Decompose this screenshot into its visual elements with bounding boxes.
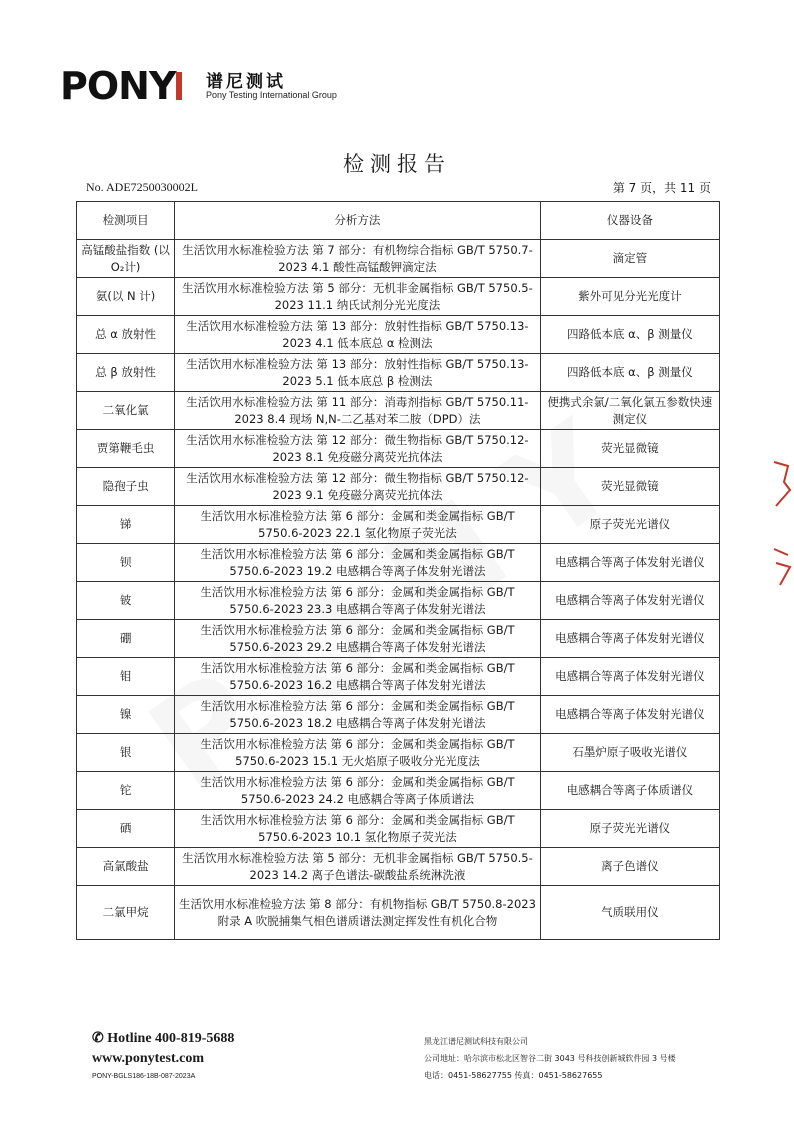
cell-method: 生活饮用水标准检验方法 第 13 部分：放射性指标 GB/T 5750.13-2023 5.1 低本底总 β 检测法 [175, 354, 541, 392]
cell-method: 生活饮用水标准检验方法 第 5 部分：无机非金属指标 GB/T 5750.5-2023 14.2 离子色谱法-碳酸盐系统淋洗液 [175, 848, 541, 886]
table-row [77, 620, 720, 658]
table-row [77, 886, 720, 940]
cell-instrument: 气质联用仪 [540, 886, 719, 940]
cell-item: 二氯甲烷 [77, 886, 175, 940]
cell-instrument: 荧光显微镜 [540, 468, 719, 506]
table-row [77, 506, 720, 544]
cell-instrument: 四路低本底 α、β 测量仪 [540, 354, 719, 392]
cell-method: 生活饮用水标准检验方法 第 7 部分：有机物综合指标 GB/T 5750.7-2023 4.1 酸性高锰酸钾滴定法 [175, 240, 541, 278]
cell-instrument: 荧光显微镜 [540, 430, 719, 468]
table-row [77, 316, 720, 354]
cell-item: 高锰酸盐指数 (以 O₂计) [77, 240, 175, 278]
cell-item: 镍 [77, 696, 175, 734]
cell-item: 贾第鞭毛虫 [77, 430, 175, 468]
table-row [77, 848, 720, 886]
cell-item: 氨(以 N 计) [77, 278, 175, 316]
svg-text:PONY: PONY [60, 66, 176, 106]
table-row [77, 392, 720, 430]
cell-method: 生活饮用水标准检验方法 第 5 部分：无机非金属指标 GB/T 5750.5-2023 11.1 纳氏试剂分光光度法 [175, 278, 541, 316]
cell-item: 硼 [77, 620, 175, 658]
cell-item: 钡 [77, 544, 175, 582]
cell-method: 生活饮用水标准检验方法 第 6 部分：金属和类金属指标 GB/T 5750.6-2023 16.2 电感耦合等离子体发射光谱法 [175, 658, 541, 696]
table-row [77, 734, 720, 772]
cell-instrument: 便携式余氯/二氧化氯五参数快速测定仪 [540, 392, 719, 430]
website-link[interactable]: www.ponytest.com [92, 1051, 204, 1066]
cell-instrument: 电感耦合等离子体发射光谱仪 [540, 696, 719, 734]
table-header-row [77, 202, 720, 240]
seal-stamp-fragment-icon [770, 460, 792, 510]
cell-item: 总 α 放射性 [77, 316, 175, 354]
report-number: No. ADE7250030002L [86, 180, 198, 194]
table-row [77, 240, 720, 278]
cell-instrument: 四路低本底 α、β 测量仪 [540, 316, 719, 354]
cell-item: 钼 [77, 658, 175, 696]
pony-logo-mark [60, 66, 200, 106]
table-row [77, 658, 720, 696]
cell-method: 生活饮用水标准检验方法 第 8 部分：有机物指标 GB/T 5750.8-2023 附录 A 吹脱捕集气相色谱质谱法测定挥发性有机化合物 [175, 886, 541, 940]
cell-item: 铊 [77, 772, 175, 810]
cell-method: 生活饮用水标准检验方法 第 6 部分：金属和类金属指标 GB/T 5750.6-2023 24.2 电感耦合等离子体质谱法 [175, 772, 541, 810]
cell-item: 硒 [77, 810, 175, 848]
company-phone: 电话：0451-58627755 传真：0451-58627655 [424, 1071, 603, 1080]
logo-english-name: Pony Testing International Group [206, 90, 337, 100]
cell-method: 生活饮用水标准检验方法 第 12 部分：微生物指标 GB/T 5750.12-2023 9.1 免疫磁分离荧光抗体法 [175, 468, 541, 506]
cell-instrument: 离子色谱仪 [540, 848, 719, 886]
company-name: 黑龙江谱尼测试科技有限公司 [424, 1037, 528, 1046]
table-row [77, 354, 720, 392]
cell-instrument: 石墨炉原子吸收光谱仪 [540, 734, 719, 772]
table-row [77, 544, 720, 582]
cell-method: 生活饮用水标准检验方法 第 6 部分：金属和类金属指标 GB/T 5750.6-2023 23.3 电感耦合等离子体发射光谱法 [175, 582, 541, 620]
table-row [77, 696, 720, 734]
cell-method: 生活饮用水标准检验方法 第 6 部分：金属和类金属指标 GB/T 5750.6-2023 29.2 电感耦合等离子体发射光谱法 [175, 620, 541, 658]
cell-item: 铍 [77, 582, 175, 620]
cell-instrument: 电感耦合等离子体发射光谱仪 [540, 582, 719, 620]
page-title: 检测报告 [343, 152, 451, 176]
cell-item: 银 [77, 734, 175, 772]
cell-item: 隐孢子虫 [77, 468, 175, 506]
company-address: 公司地址：哈尔滨市松北区智谷二街 3043 号科技创新城软件园 3 号楼 [424, 1054, 676, 1063]
footer-contact [92, 1030, 234, 1080]
cell-method: 生活饮用水标准检验方法 第 11 部分：消毒剂指标 GB/T 5750.11-2023 8.4 现场 N,N-二乙基对苯二胺（DPD）法 [175, 392, 541, 430]
table-row [77, 582, 720, 620]
cell-method: 生活饮用水标准检验方法 第 6 部分：金属和类金属指标 GB/T 5750.6-2023 19.2 电感耦合等离子体发射光谱法 [175, 544, 541, 582]
cell-item: 高氯酸盐 [77, 848, 175, 886]
table-row [77, 772, 720, 810]
cell-instrument: 原子荧光光谱仪 [540, 810, 719, 848]
table-row [77, 810, 720, 848]
cell-instrument: 原子荧光光谱仪 [540, 506, 719, 544]
cell-item: 锑 [77, 506, 175, 544]
cell-method: 生活饮用水标准检验方法 第 6 部分：金属和类金属指标 GB/T 5750.6-2023 15.1 无火焰原子吸收分光光度法 [175, 734, 541, 772]
company-logo [60, 64, 360, 108]
cell-method: 生活饮用水标准检验方法 第 6 部分：金属和类金属指标 GB/T 5750.6-2023 10.1 氢化物原子荧光法 [175, 810, 541, 848]
cell-method: 生活饮用水标准检验方法 第 6 部分：金属和类金属指标 GB/T 5750.6-2023 18.2 电感耦合等离子体发射光谱法 [175, 696, 541, 734]
methods-table [76, 201, 720, 940]
header-instrument: 仪器设备 [540, 202, 719, 240]
cell-method: 生活饮用水标准检验方法 第 13 部分：放射性指标 GB/T 5750.13-2023 4.1 低本底总 α 检测法 [175, 316, 541, 354]
header-item: 检测项目 [77, 202, 175, 240]
page-number: 第 7 页，共 11 页 [612, 181, 711, 195]
cell-item: 总 β 放射性 [77, 354, 175, 392]
cell-item: 二氧化氯 [77, 392, 175, 430]
cell-instrument: 电感耦合等离子体发射光谱仪 [540, 658, 719, 696]
table-row [77, 468, 720, 506]
cell-instrument: 电感耦合等离子体发射光谱仪 [540, 620, 719, 658]
document-code: PONY-BGLS186-18B-087-2023A [92, 1073, 196, 1080]
cell-instrument: 电感耦合等离子体发射光谱仪 [540, 544, 719, 582]
table-row [77, 278, 720, 316]
cell-method: 生活饮用水标准检验方法 第 12 部分：微生物指标 GB/T 5750.12-2023 8.1 免疫磁分离荧光抗体法 [175, 430, 541, 468]
cell-instrument: 滴定管 [540, 240, 719, 278]
cell-instrument: 紫外可见分光光度计 [540, 278, 719, 316]
cell-instrument: 电感耦合等离子体质谱仪 [540, 772, 719, 810]
hotline: ✆ Hotline 400-819-5688 [92, 1031, 235, 1046]
logo-chinese-name: 谱尼测试 [206, 72, 286, 92]
cell-method: 生活饮用水标准检验方法 第 6 部分：金属和类金属指标 GB/T 5750.6-2023 22.1 氢化物原子荧光法 [175, 506, 541, 544]
footer-company-info [424, 1033, 676, 1084]
seal-stamp-fragment-icon [770, 545, 792, 595]
table-row [77, 430, 720, 468]
header-method: 分析方法 [175, 202, 541, 240]
